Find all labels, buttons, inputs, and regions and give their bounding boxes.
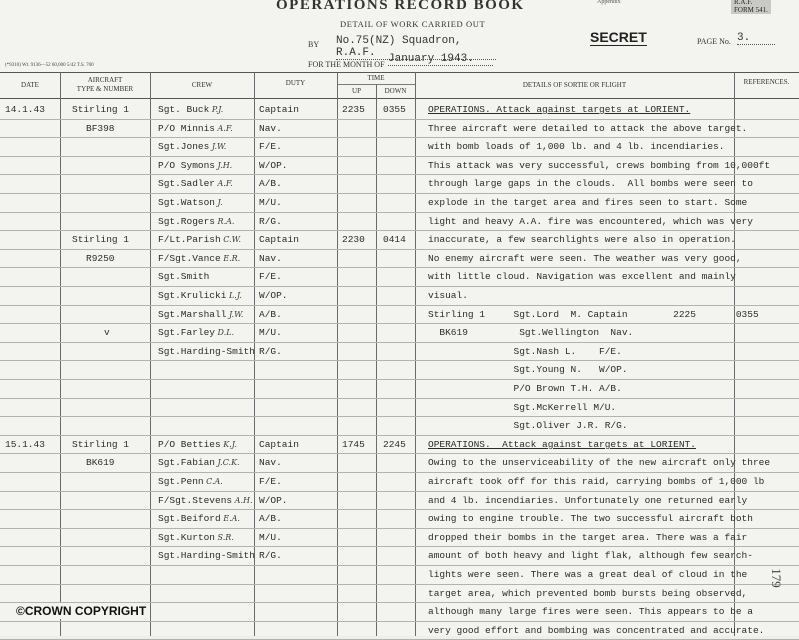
table-top-rule — [0, 72, 799, 73]
row-crew: Sgt.Beiford E.A. — [158, 513, 240, 524]
row-rule — [0, 249, 799, 250]
row-detail: Sgt.Oliver J.R. R/G. — [428, 420, 628, 431]
row-time-down: 0355 — [383, 104, 406, 115]
col-header-details: DETAILS OF SORTIE OR FLIGHT — [522, 81, 627, 89]
row-date: 15.1.43 — [5, 439, 45, 450]
row-rule — [0, 342, 799, 343]
row-crew: Sgt.Rogers R.A. — [158, 216, 235, 227]
row-crew-initials: C.A. — [203, 477, 223, 486]
row-duty: Captain — [259, 234, 299, 245]
row-crew-initials: J.W. — [226, 310, 244, 319]
row-duty: M/U. — [259, 327, 282, 338]
row-detail: OPERATIONS. Attack against targets at LORIENT. — [428, 439, 696, 450]
row-duty: M/U. — [259, 197, 282, 208]
crown-copyright-notice: ©CROWN COPYRIGHT — [16, 604, 147, 618]
row-rule — [0, 435, 799, 436]
col-header-crew: CREW — [191, 81, 213, 89]
row-crew-initials: A.F. — [215, 179, 233, 188]
row-duty: M/U. — [259, 532, 282, 543]
document-title: OPERATIONS RECORD BOOK — [276, 0, 525, 13]
row-time-down: 2245 — [383, 439, 406, 450]
row-aircraft: Stirling 1 — [72, 234, 130, 245]
row-duty: W/OP. — [259, 160, 288, 171]
row-aircraft: BK619 — [86, 457, 115, 468]
col-header-duty: DUTY — [285, 79, 306, 87]
header-bottom-rule — [0, 98, 799, 99]
row-duty: R/G. — [259, 346, 282, 357]
folio-number: 179 — [768, 568, 784, 588]
row-aircraft: Stirling 1 — [72, 104, 130, 115]
row-rule — [0, 137, 799, 138]
month-label: FOR THE MONTH OF — [308, 60, 385, 69]
row-rule — [0, 621, 799, 622]
row-rule — [0, 584, 799, 585]
col-header-references: REFERENCES. — [743, 78, 790, 86]
col-header-down: DOWN — [384, 87, 407, 95]
row-rule — [0, 323, 799, 324]
row-duty: F/E. — [259, 271, 282, 282]
row-aircraft: BF398 — [86, 123, 115, 134]
row-duty: Captain — [259, 439, 299, 450]
row-detail: Stirling 1 Sgt.Lord M. Captain 2225 0355 — [428, 309, 759, 320]
row-crew-initials: A.F. — [215, 124, 233, 133]
row-detail: This attack was very successful, crews bombing from 10,000ft — [428, 160, 771, 171]
row-time-down: 0414 — [383, 234, 406, 245]
row-crew: P/O Betties K.J. — [158, 439, 237, 450]
row-aircraft: R9250 — [86, 253, 115, 264]
row-duty: R/G. — [259, 216, 282, 227]
row-crew: F/Sgt.Stevens A.H. — [158, 495, 253, 506]
row-crew: Sgt.Watson J. — [158, 197, 223, 208]
row-duty: Nav. — [259, 253, 282, 264]
col-header-time: TIME — [367, 74, 385, 82]
form-number: R.A.F. FORM 541. — [731, 0, 771, 14]
col-header-up: UP — [352, 87, 361, 95]
row-rule — [0, 472, 799, 473]
row-rule — [0, 398, 799, 399]
squadron-value: No.75(NZ) Squadron, R.A.F. — [336, 35, 496, 60]
row-crew: Sgt.Smith — [158, 271, 210, 282]
row-date: 14.1.43 — [5, 104, 45, 115]
page-number-label: PAGE No. — [697, 37, 731, 46]
row-crew: Sgt.Marshall J.W. — [158, 309, 244, 320]
printer-imprint: (*9310) Wt. 9136—52 60,000 5/42 T.S. 700 — [5, 63, 94, 68]
row-crew-initials: D.L. — [215, 328, 235, 337]
row-detail: inaccurate, a few searchlights were also in operation. — [428, 234, 736, 245]
by-label: BY — [308, 40, 320, 49]
row-detail: Three aircraft were detailed to attack the above target. — [428, 123, 748, 134]
row-crew: Sgt.Penn C.A. — [158, 476, 223, 487]
row-detail: target area, which prevented bomb bursts being observed, — [428, 588, 748, 599]
row-detail: although many large fires were seen. This appears to be a — [428, 606, 753, 617]
row-detail: P/O Brown T.H. A/B. — [428, 383, 622, 394]
row-crew: P/O Minnis A.F. — [158, 123, 233, 134]
row-detail: owing to engine trouble. The two successful aircraft both — [428, 513, 753, 524]
row-aircraft: Stirling 1 — [72, 439, 130, 450]
row-crew: Sgt.Kurton S.R. — [158, 532, 234, 543]
row-detail: with little cloud. Navigation was excellent and mainly — [428, 271, 736, 282]
row-detail: visual. — [428, 290, 468, 301]
row-detail: No enemy aircraft were seen. The weather was very good, — [428, 253, 742, 264]
row-crew-initials: J.H. — [215, 161, 233, 170]
row-crew-initials: E.A. — [220, 514, 240, 523]
row-rule — [0, 305, 799, 306]
row-rule — [0, 193, 799, 194]
row-crew-initials: J. — [215, 198, 223, 207]
row-crew-initials: P.J. — [209, 105, 224, 114]
row-crew: Sgt.Farley D.L. — [158, 327, 235, 338]
row-detail: very good effort and bombing was concentrated and accurate. — [428, 625, 765, 636]
row-rule — [0, 379, 799, 380]
row-rule — [0, 546, 799, 547]
col-header-date: DATE — [21, 81, 39, 89]
row-detail: explode in the target area and fires seen to start. Some — [428, 197, 748, 208]
row-detail: dropped their bombs in the target area. There was a fair — [428, 532, 748, 543]
row-crew: Sgt. Buck P.J. — [158, 104, 224, 115]
row-rule — [0, 212, 799, 213]
row-duty: F/E. — [259, 141, 282, 152]
row-crew: P/O Symons J.H. — [158, 160, 233, 171]
row-duty: R/G. — [259, 550, 282, 561]
row-crew-initials: A.H. — [232, 496, 253, 505]
row-detail: with bomb loads of 1,000 lb. and 4 lb. incendiaries. — [428, 141, 725, 152]
row-rule — [0, 528, 799, 529]
row-duty: W/OP. — [259, 290, 288, 301]
row-detail: amount of both heavy and light flak, although few search- — [428, 550, 753, 561]
row-rule — [0, 491, 799, 492]
month-value: January 1943. — [388, 53, 493, 66]
row-duty: Nav. — [259, 457, 282, 468]
row-duty: A/B. — [259, 513, 282, 524]
row-crew: F/Lt.Parish C.W. — [158, 234, 242, 245]
row-rule — [0, 360, 799, 361]
row-rule — [0, 509, 799, 510]
row-crew: Sgt.Fabian J.C.K. — [158, 457, 240, 468]
row-detail: BK619 Sgt.Wellington Nav. — [428, 327, 634, 338]
row-crew-initials: L.J. — [226, 291, 242, 300]
row-rule — [0, 453, 799, 454]
row-crew-initials: K.J. — [220, 440, 237, 449]
row-duty: W/OP. — [259, 495, 288, 506]
row-detail: through large gaps in the clouds. All bombs were seen to — [428, 178, 753, 189]
document-subtitle: DETAIL OF WORK CARRIED OUT — [340, 19, 486, 29]
row-crew: Sgt.Harding-Smith — [158, 550, 255, 561]
row-rule — [0, 174, 799, 175]
row-aircraft: v — [104, 327, 110, 338]
row-crew: Sgt.Sadler A.F. — [158, 178, 233, 189]
row-detail: light and heavy A.A. fire was encountered, which was very — [428, 216, 753, 227]
row-detail: Sgt.McKerrell M/U. — [428, 402, 617, 413]
row-crew-initials: E.R. — [220, 254, 241, 263]
classification-stamp: SECRET — [590, 29, 647, 45]
row-duty: Captain — [259, 104, 299, 115]
row-rule — [0, 156, 799, 157]
row-detail: aircraft took off for this raid, carrying bombs of 1,000 lb — [428, 476, 765, 487]
row-crew-initials: C.W. — [220, 235, 242, 244]
row-duty: A/B. — [259, 309, 282, 320]
row-duty: A/B. — [259, 178, 282, 189]
row-crew-initials: R.A. — [215, 217, 235, 226]
row-crew: Sgt.Harding-Smith — [158, 346, 255, 357]
row-rule — [0, 230, 799, 231]
row-duty: Nav. — [259, 123, 282, 134]
row-detail: lights were seen. There was a great deal of cloud in the — [428, 569, 748, 580]
row-detail: and 4 lb. incendiaries. Unfortunately one returned early — [428, 495, 748, 506]
row-rule — [0, 416, 799, 417]
row-time-up: 1745 — [342, 439, 365, 450]
row-rule — [0, 286, 799, 287]
col-header-aircraft: AIRCRAFT TYPE & NUMBER — [76, 76, 134, 93]
row-crew-initials: J.W. — [209, 142, 227, 151]
row-detail: Sgt.Nash L. F/E. — [428, 346, 622, 357]
row-crew-initials: J.C.K. — [215, 458, 240, 467]
row-crew: Sgt.Jones J.W. — [158, 141, 227, 152]
row-time-up: 2235 — [342, 104, 365, 115]
page-number-value: 3. — [737, 32, 775, 45]
row-duty: F/E. — [259, 476, 282, 487]
row-rule — [0, 267, 799, 268]
row-rule — [0, 565, 799, 566]
row-crew: F/Sgt.Vance E.R. — [158, 253, 241, 264]
row-crew: Sgt.Krulicki L.J. — [158, 290, 242, 301]
row-detail: Sgt.Young N. W/OP. — [428, 364, 628, 375]
row-rule — [0, 119, 799, 120]
row-crew-initials: S.R. — [215, 533, 234, 542]
row-time-up: 2230 — [342, 234, 365, 245]
row-detail: OPERATIONS. Attack against targets at LORIENT. — [428, 104, 691, 115]
appendix-label: Appendix — [597, 0, 621, 5]
row-detail: Owing to the unserviceability of the new aircraft only three — [428, 457, 771, 468]
